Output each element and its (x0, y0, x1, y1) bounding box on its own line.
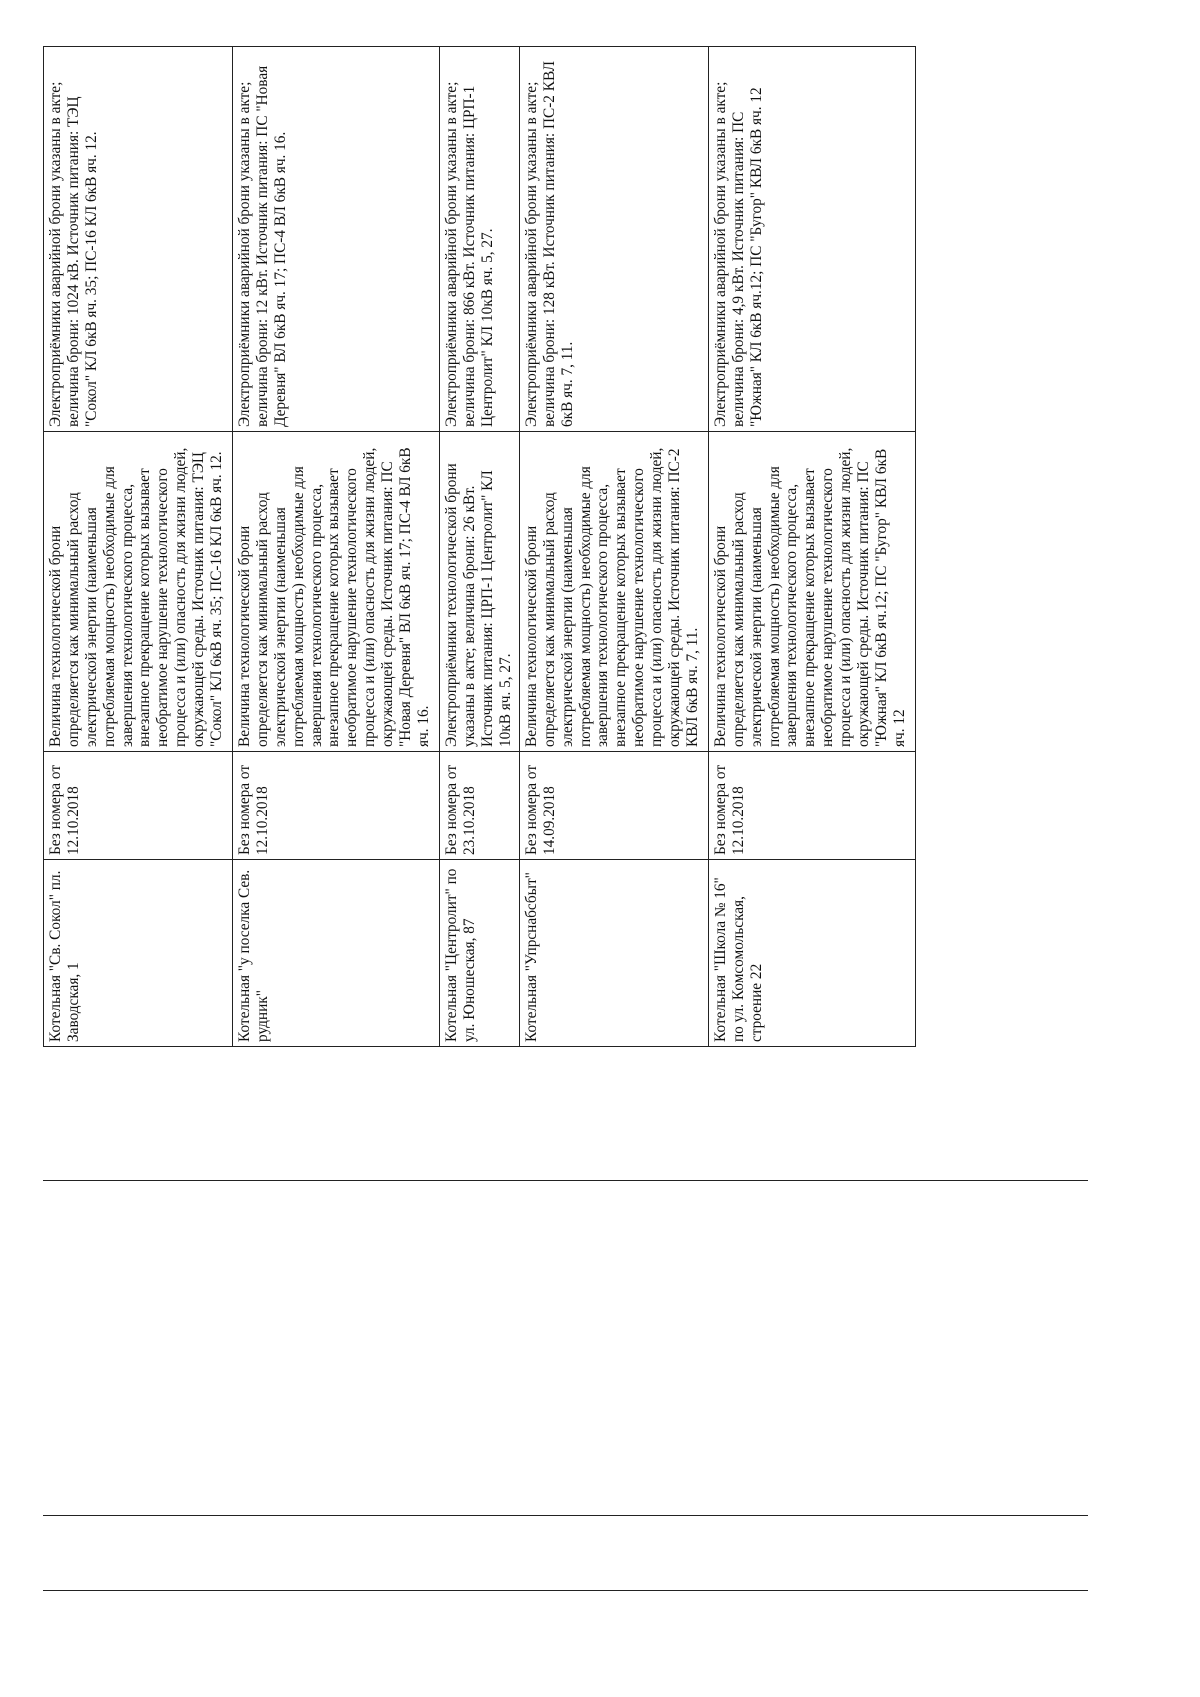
emergency-reserve-cell: Электроприёмники аварийной брони указаны в акте; величина брони: 12 кВт. Источник питания: ПС "Новая Деревня" ВЛ 6кВ яч. 17; ПС-4 ВЛ 6кВ яч. 16. (232, 47, 439, 432)
technological-reserve-cell: Величина технологической брони определяется как минимальный расход электрической энергии (наименьшая потребляемая мощность) необходимые для завершения технологического процесса, внезапное прекращение которых вызывает необратимое нарушение технологического процесса и (или) опасность для жизни людей, окружающей среды. Источник питания: ПС "Южная" КЛ 6кВ яч.12; ПС "Бугор" КВЛ 6кВ яч. 12 (708, 432, 915, 752)
act-cell: Без номера от 12.10.2018 (708, 752, 915, 860)
table-row (440, 47, 520, 1047)
act-cell: Без номера от 12.10.2018 (44, 752, 233, 860)
act-cell: Без номера от 23.10.2018 (440, 752, 520, 860)
facility-cell: Котельная "Упрснабсбыт" (519, 860, 708, 1047)
technological-reserve-cell: Величина технологической брони определяется как минимальный расход электрической энергии (наименьшая потребляемая мощность) необходимые для завершения технологического процесса, внезапное прекращение которых вызывает необратимое нарушение технологического процесса и (или) опасность для жизни людей, окружающей среды. Источник питания: ТЭЦ "Сокол" КЛ 6кВ яч. 35; ПС-16 КЛ 6кВ яч. 12. (44, 432, 233, 752)
reserve-acts-table (43, 46, 916, 1047)
emergency-reserve-cell: Электроприёмники аварийной брони указаны в акте; величина брони: 4,9 кВт. Источник питания: ПС "Южная" КЛ 6кВ яч.12; ПС "Бугор" КВЛ 6кВ яч. 12 (708, 47, 915, 432)
emergency-reserve-cell: Электроприёмники аварийной брони указаны в акте; величина брони: 128 кВт. Источник питания: ПС-2 КВЛ 6кВ яч. 7, 11. (519, 47, 708, 432)
technological-reserve-cell: Величина технологической брони определяется как минимальный расход электрической энергии (наименьшая потребляемая мощность) необходимые для завершения технологического процесса, внезапное прекращение которых вызывает необратимое нарушение технологического процесса и (или) опасность для жизни людей, окружающей среды. Источник питания: ПС "Новая Деревня" ВЛ 6кВ яч. 17; ПС-4 ВЛ 6кВ яч. 16. (232, 432, 439, 752)
emergency-reserve-cell: Электроприёмники аварийной брони указаны в акте; величина брони: 1024 кВ. Источник питания: ТЭЦ "Сокол" КЛ 6кВ яч. 35; ПС-16 КЛ 6кВ яч. 12. (44, 47, 233, 432)
table-row (519, 47, 708, 1047)
divider-line (43, 1515, 1088, 1516)
emergency-reserve-cell: Электроприёмники аварийной брони указаны в акте; величина брони: 866 кВт. Источник питания: ЦРП-1 Центролит" КЛ 10кВ яч. 5, 27. (440, 47, 520, 432)
act-cell: Без номера от 14.09.2018 (519, 752, 708, 860)
rotated-table-container (43, 47, 916, 1047)
facility-cell: Котельная "Центролит" по ул. Юношеская, 87 (440, 860, 520, 1047)
table-row (232, 47, 439, 1047)
divider-line (43, 1590, 1088, 1591)
facility-cell: Котельная "у поселка Сев. рудник" (232, 860, 439, 1047)
technological-reserve-cell: Величина технологической брони определяется как минимальный расход электрической энергии (наименьшая потребляемая мощность) необходимые для завершения технологического процесса, внезапное прекращение которых вызывает необратимое нарушение технологического процесса и (или) опасность для жизни людей, окружающей среды. Источник питания: ПС-2 КВЛ 6кВ яч. 7, 11. (519, 432, 708, 752)
act-cell: Без номера от 12.10.2018 (232, 752, 439, 860)
table-row (44, 47, 233, 1047)
facility-cell: Котельная "Св. Сокол" пл. Заводская, 1 (44, 860, 233, 1047)
facility-cell: Котельная "Школа № 16" по ул. Комсомольская, строение 22 (708, 860, 915, 1047)
technological-reserve-cell: Электроприёмники технологической брони указаны в акте; величина брони: 26 кВт. Источник питания: ЦРП-1 Центролит" КЛ 10кВ яч. 5, 27. (440, 432, 520, 752)
divider-line (43, 1180, 1088, 1181)
table-row (708, 47, 915, 1047)
